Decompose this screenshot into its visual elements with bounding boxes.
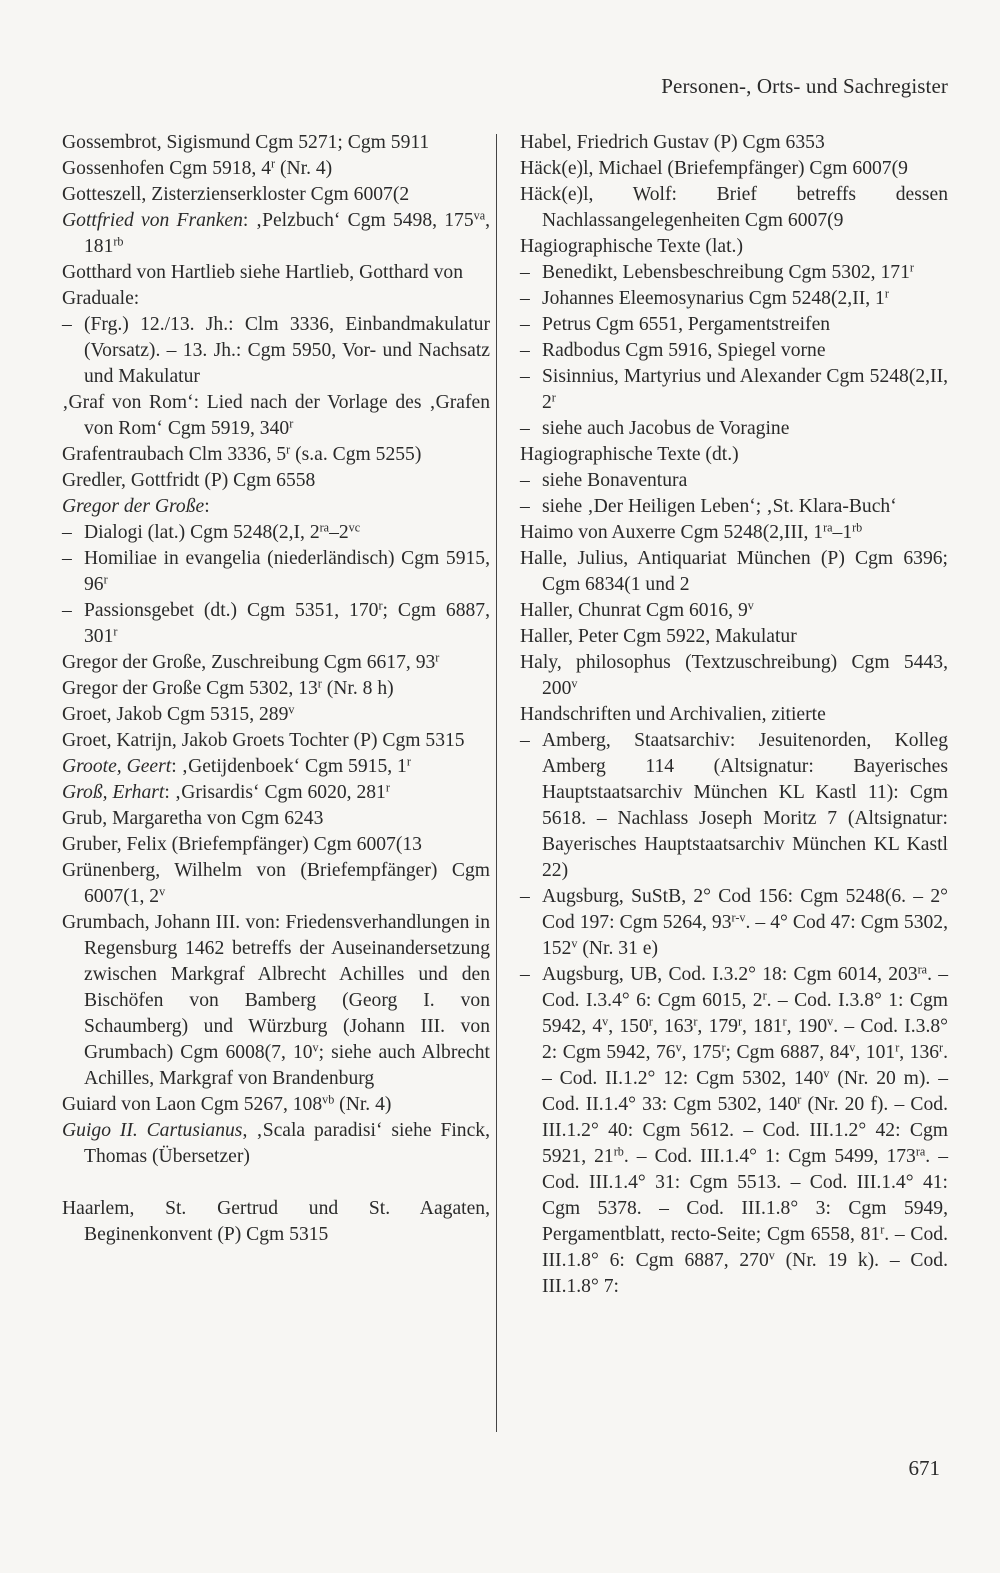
- index-subentry: [520, 962, 948, 1300]
- entry-text: Gregor der Große, Zuschreibung Cgm 6617, 93: [62, 652, 436, 673]
- index-entry: [520, 234, 948, 260]
- entry-text: Haller, Chunrat Cgm 6016, 9: [520, 600, 748, 621]
- entry-text: Grumbach, Johann III. von: Friedensverhandlungen in Regensburg 1462 betreffs der Auseinandersetzung zwischen Markgraf Albrecht Achilles und den Bischöfen von Bamberg (Georg I. von Schaumberg) und Würzburg (Johann III. von Grumbach) Cgm 6008(7, 10: [62, 912, 490, 1063]
- entry-text: Gottfried von Franken: [62, 210, 243, 231]
- entry-text: Guiard von Laon Cgm 5267, 108: [62, 1094, 323, 1115]
- entry-text: . – Cod. I.3.8° 1: Cgm 5942, 4: [542, 990, 948, 1037]
- index-entry: [62, 130, 490, 156]
- subentry-dash: –: [520, 314, 530, 335]
- entry-text: , 163: [652, 1016, 694, 1037]
- entry-text: Passionsgebet (dt.) Cgm 5351, 170: [84, 600, 379, 621]
- entry-text: (Nr. 8 h): [321, 678, 394, 699]
- entry-text: Petrus Cgm 6551, Pergamentstreifen: [542, 314, 831, 335]
- folio-superscript: r: [551, 390, 556, 405]
- folio-superscript: r: [289, 416, 294, 431]
- index-subentry: [62, 520, 490, 546]
- folio-superscript: r: [435, 650, 440, 665]
- entry-text: (Frg.) 12./13. Jh.: Clm 3336, Einbandmakulatur (Vorsatz). – 13. Jh.: Cgm 5950, Vor- und Nachsatz und Makulatur: [84, 314, 490, 387]
- index-entry: [62, 650, 490, 676]
- folio-superscript: r: [895, 1040, 900, 1055]
- entry-text: , 101: [855, 1042, 896, 1063]
- index-entry: [520, 520, 948, 546]
- entry-text: Johannes Eleemosynarius Cgm 5248(2,II, 1: [542, 288, 885, 309]
- subentry-dash: –: [520, 470, 530, 491]
- entry-text: Haly, philosophus (Textzuschreibung) Cgm 5443, 200: [520, 652, 948, 699]
- entry-text: (Nr. 4): [334, 1094, 392, 1115]
- folio-superscript: r-v: [731, 910, 746, 925]
- index-column-right: [520, 130, 948, 1300]
- index-entry: [62, 832, 490, 858]
- entry-text: , 181: [742, 1016, 783, 1037]
- index-subentry: [62, 598, 490, 650]
- index-entry: [62, 676, 490, 702]
- folio-superscript: r: [909, 260, 914, 275]
- entry-text: Hagiographische Texte (dt.): [520, 444, 739, 465]
- folio-superscript: r: [385, 780, 390, 795]
- index-entry: [62, 208, 490, 260]
- column-divider: [496, 134, 497, 1432]
- index-entry: [62, 182, 490, 208]
- folio-superscript: r: [693, 1014, 698, 1029]
- page-number: 671: [908, 1456, 940, 1480]
- entry-text: Gotteszell, Zisterzienserkloster Cgm 6007(2: [62, 184, 410, 205]
- index-entry: [520, 546, 948, 598]
- index-subentry: [520, 468, 948, 494]
- entry-text: Gredler, Gottfridt (P) Cgm 6558: [62, 470, 316, 491]
- index-subentry: [520, 364, 948, 416]
- folio-superscript: r: [103, 572, 108, 587]
- entry-text: Haimo von Auxerre Cgm 5248(2,III, 1: [520, 522, 824, 543]
- index-subentry: [520, 416, 948, 442]
- subentry-dash: –: [520, 886, 530, 907]
- entry-text: Groote, Geert: [62, 756, 172, 777]
- entry-text: , 150: [608, 1016, 649, 1037]
- entry-text: (Nr. 20 f). – Cod. III.1.2° 40: Cgm 5612. – Cod. III.1.2° 42: Cgm 5921, 21: [542, 1094, 948, 1167]
- subentry-dash: –: [520, 418, 530, 439]
- entry-text: Augsburg, SuStB, 2° Cod 156: Cgm 5248(6. – 2° Cod 197: Cgm 5264, 93: [542, 886, 948, 933]
- entry-text: , 190: [786, 1016, 828, 1037]
- folio-superscript: rb: [613, 1144, 624, 1159]
- folio-superscript: v: [312, 1040, 319, 1055]
- subentry-dash: –: [520, 262, 530, 283]
- entry-text: Gregor der Große Cgm 5302, 13: [62, 678, 318, 699]
- folio-superscript: r: [782, 1014, 787, 1029]
- index-column-left: [62, 130, 490, 1248]
- folio-superscript: vc: [348, 520, 361, 535]
- entry-text: . – Cod. III.1.4° 1: Cgm 5499, 173: [623, 1146, 916, 1167]
- entry-text: ‚Graf von Rom‘: Lied nach der Vorlage des ‚Grafen von Rom‘ Cgm 5919, 340: [62, 392, 490, 439]
- running-header: Personen-, Orts- und Sachregister: [661, 74, 948, 98]
- subentry-dash: –: [62, 548, 72, 569]
- index-entry: [62, 754, 490, 780]
- folio-superscript: ra: [823, 520, 833, 535]
- entry-text: Gotthard von Hartlieb siehe Hartlieb, Gotthard von: [62, 262, 464, 283]
- entry-text: Groß, Erhart: [62, 782, 165, 803]
- folio-superscript: r: [317, 676, 322, 691]
- entry-text: (Nr. 31 e): [577, 938, 658, 959]
- index-entry: [520, 598, 948, 624]
- folio-superscript: v: [823, 1066, 830, 1081]
- entry-text: Homiliae in evangelia (niederländisch) Cgm 5915, 96: [84, 548, 490, 595]
- entry-text: . – Cod. II.1.2° 12: Cgm 5302, 140: [542, 1042, 948, 1089]
- folio-superscript: r: [762, 988, 767, 1003]
- entry-text: Handschriften und Archivalien, zitierte: [520, 704, 826, 725]
- entry-text: . – Cod. III.1.4° 31: Cgm 5513. – Cod. III.1.4° 41: Cgm 5378. – Cod. III.1.8° 3: Cgm 5949, Pergamentblatt, recto-Seite; Cgm 6558, 81: [542, 1146, 949, 1245]
- index-entry: [62, 728, 490, 754]
- folio-superscript: r: [880, 1222, 885, 1237]
- index-entry: [62, 468, 490, 494]
- folio-superscript: v: [288, 702, 295, 717]
- index-entry: [62, 1118, 490, 1170]
- folio-superscript: r: [721, 1040, 726, 1055]
- folio-superscript: v: [571, 936, 578, 951]
- entry-text: , 175: [681, 1042, 722, 1063]
- index-entry: [62, 390, 490, 442]
- index-subentry: [520, 286, 948, 312]
- entry-text: Gossenhofen Cgm 5918, 4: [62, 158, 271, 179]
- folio-superscript: r: [271, 156, 276, 171]
- folio-superscript: r: [884, 286, 889, 301]
- folio-superscript: v: [747, 598, 754, 613]
- entry-text: . – Cod. III.1.8° 6: Cgm 6887, 270: [542, 1224, 948, 1271]
- entry-text: ; Cgm 6887, 301: [84, 600, 491, 647]
- entry-text: . – 4° Cod 47: Cgm 5302, 152: [542, 912, 948, 959]
- index-subentry: [520, 494, 948, 520]
- entry-text: Radbodus Cgm 5916, Spiegel vorne: [542, 340, 826, 361]
- folio-superscript: r: [113, 624, 118, 639]
- entry-text: Dialogi (lat.) Cgm 5248(2,I, 2: [84, 522, 320, 543]
- index-subentry: [520, 884, 948, 962]
- folio-superscript: rb: [852, 520, 863, 535]
- subentry-dash: –: [62, 522, 72, 543]
- index-entry: [520, 130, 948, 156]
- index-subentry: [520, 728, 948, 884]
- subentry-dash: –: [520, 964, 530, 985]
- entry-text: –1: [832, 522, 853, 543]
- entry-text: Grafentraubach Clm 3336, 5: [62, 444, 287, 465]
- entry-text: : ‚Pelzbuch‘ Cgm 5498, 175: [242, 210, 474, 231]
- folio-superscript: r: [648, 1014, 653, 1029]
- subentry-dash: –: [520, 496, 530, 517]
- subentry-dash: –: [62, 314, 72, 335]
- folio-superscript: r: [378, 598, 383, 613]
- index-subentry: [62, 546, 490, 598]
- index-entry: [62, 858, 490, 910]
- entry-text: (Nr. 4): [275, 158, 333, 179]
- entry-text: Haller, Peter Cgm 5922, Makulatur: [520, 626, 797, 647]
- subentry-dash: –: [520, 288, 530, 309]
- entry-text: Augsburg, UB, Cod. I.3.2° 18: Cgm 6014, 203: [542, 964, 918, 985]
- index-entry: [62, 1196, 490, 1248]
- index-entry: [520, 702, 948, 728]
- index-subentry: [520, 260, 948, 286]
- index-entry: [62, 806, 490, 832]
- index-entry: [520, 182, 948, 234]
- index-entry: [520, 650, 948, 702]
- entry-text: ; Cgm 6887, 84: [725, 1042, 850, 1063]
- entry-text: , 136: [899, 1042, 940, 1063]
- folio-superscript: ra: [319, 520, 330, 535]
- index-subentry: [520, 312, 948, 338]
- index-entry: [62, 780, 490, 806]
- entry-text: Haarlem, St. Gertrud und St. Aagaten, Beginenkonvent (P) Cgm 5315: [62, 1198, 490, 1245]
- index-entry: [520, 442, 948, 468]
- entry-text: Häck(e)l, Michael (Briefempfänger) Cgm 6007(9: [520, 158, 908, 179]
- subentry-dash: –: [520, 730, 530, 751]
- entry-text: Sisinnius, Martyrius und Alexander Cgm 5248(2,II, 2: [542, 366, 948, 413]
- index-entry: [62, 494, 490, 520]
- index-entry: [62, 910, 490, 1092]
- folio-superscript: r: [797, 1092, 802, 1107]
- index-subentry: [520, 338, 948, 364]
- entry-text: . – Cod. I.3.8° 2: Cgm 5942, 76: [542, 1016, 948, 1063]
- folio-superscript: v: [159, 884, 166, 899]
- entry-text: Halle, Julius, Antiquariat München (P) Cgm 6396; Cgm 6834(1 und 2: [520, 548, 948, 595]
- index-entry: [62, 260, 490, 286]
- entry-text: :: [204, 496, 210, 517]
- index-entry: [62, 1092, 490, 1118]
- entry-text: , ‚Scala paradisi‘ siehe Finck, Thomas (Übersetzer): [84, 1120, 490, 1167]
- entry-text: Gossembrot, Sigismund Cgm 5271; Cgm 5911: [62, 132, 430, 153]
- index-entry: [520, 624, 948, 650]
- folio-superscript: rb: [113, 234, 124, 249]
- entry-text: (Nr. 19 k). – Cod. III.1.8° 7:: [542, 1250, 948, 1297]
- folio-superscript: ra: [915, 1144, 926, 1159]
- entry-text: , 181: [84, 210, 490, 257]
- entry-text: Grub, Margaretha von Cgm 6243: [62, 808, 324, 829]
- entry-text: Hagiographische Texte (lat.): [520, 236, 743, 257]
- folio-superscript: v: [602, 1014, 609, 1029]
- folio-superscript: ra: [917, 962, 928, 977]
- index-entry: [62, 442, 490, 468]
- folio-superscript: v: [827, 1014, 834, 1029]
- index-entry: [520, 156, 948, 182]
- entry-text: Benedikt, Lebensbeschreibung Cgm 5302, 171: [542, 262, 910, 283]
- folio-superscript: r: [406, 754, 411, 769]
- index-subentry: [62, 312, 490, 390]
- entry-text: Guigo II. Cartusianus: [62, 1120, 243, 1141]
- folio-superscript: v: [571, 676, 578, 691]
- index-entry: [62, 702, 490, 728]
- entry-text: Gruber, Felix (Briefempfänger) Cgm 6007(13: [62, 834, 422, 855]
- entry-text: . – Cod. I.3.4° 6: Cgm 6015, 2: [542, 964, 949, 1011]
- folio-superscript: v: [849, 1040, 856, 1055]
- entry-text: Habel, Friedrich Gustav (P) Cgm 6353: [520, 132, 825, 153]
- entry-text: Häck(e)l, Wolf: Brief betreffs dessen Nachlassangelegenheiten Cgm 6007(9: [520, 184, 948, 231]
- entry-text: : ‚Grisardis‘ Cgm 6020, 281: [164, 782, 386, 803]
- index-entry: [62, 156, 490, 182]
- entry-text: , 179: [697, 1016, 738, 1037]
- entry-text: Grünenberg, Wilhelm von (Briefempfänger) Cgm 6007(1, 2: [62, 860, 490, 907]
- entry-text: siehe ‚Der Heiligen Leben‘; ‚St. Klara-Buch‘: [542, 496, 897, 517]
- entry-text: Groet, Jakob Cgm 5315, 289: [62, 704, 289, 725]
- subentry-dash: –: [520, 366, 530, 387]
- entry-text: (s.a. Cgm 5255): [290, 444, 422, 465]
- subentry-dash: –: [62, 600, 72, 621]
- entry-text: Gregor der Große: [62, 496, 205, 517]
- folio-superscript: v: [768, 1248, 775, 1263]
- entry-text: : ‚Getijdenboek‘ Cgm 5915, 1: [171, 756, 407, 777]
- folio-superscript: v: [675, 1040, 682, 1055]
- folio-superscript: vb: [322, 1092, 335, 1107]
- folio-superscript: va: [473, 208, 486, 223]
- entry-text: ; siehe auch Albrecht Achilles, Markgraf von Brandenburg: [84, 1042, 490, 1089]
- entry-text: Amberg, Staatsarchiv: Jesuitenorden, Kolleg Amberg 114 (Altsignatur: Bayerisches Hauptstaatsarchiv München KL Kastl 11): Cgm 5618. – Nachlass Joseph Moritz 7 (Altsignatur: Bayerisches Hauptstaatsarchiv München KL Kastl 22): [542, 730, 948, 881]
- folio-superscript: r: [939, 1040, 944, 1055]
- entry-text: –2: [329, 522, 349, 543]
- entry-text: siehe auch Jacobus de Voragine: [542, 418, 790, 439]
- folio-superscript: r: [286, 442, 291, 457]
- index-entry: [62, 286, 490, 312]
- folio-superscript: r: [737, 1014, 742, 1029]
- entry-text: (Nr. 20 m). – Cod. II.1.4° 33: Cgm 5302, 140: [542, 1068, 948, 1115]
- entry-text: Groet, Katrijn, Jakob Groets Tochter (P) Cgm 5315: [62, 730, 465, 751]
- subentry-dash: –: [520, 340, 530, 361]
- entry-text: Graduale:: [62, 288, 140, 309]
- entry-text: siehe Bonaventura: [542, 470, 688, 491]
